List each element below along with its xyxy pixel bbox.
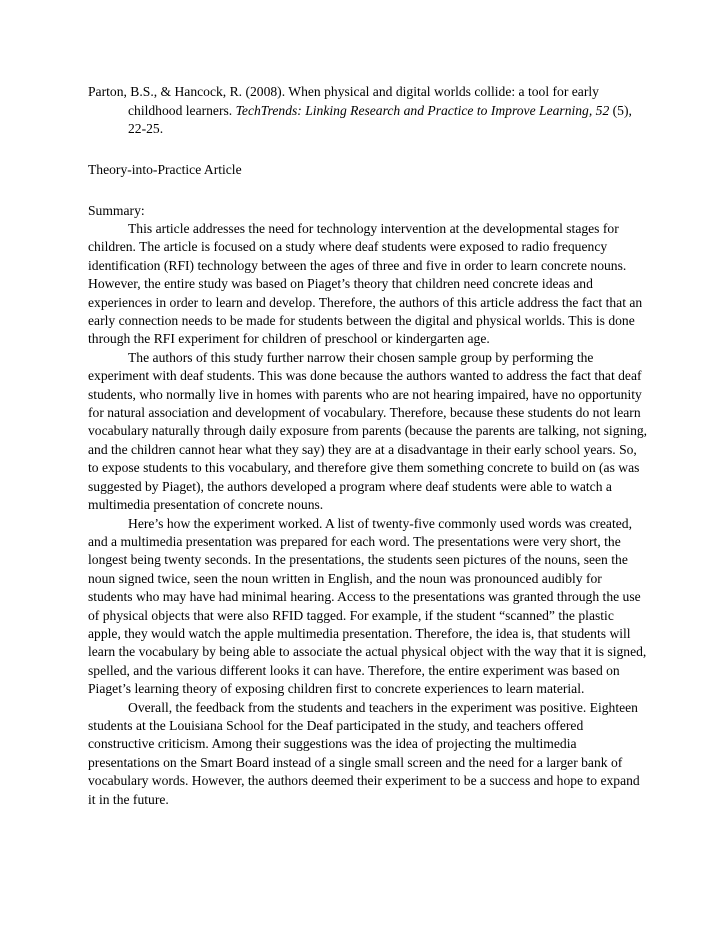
citation-journal: TechTrends: Linking Research and Practice to Improve Learning, 52 xyxy=(235,102,610,118)
summary-paragraph: The authors of this study further narrow their chosen sample group by performing the experiment with deaf students. This was done because the authors wanted to address the fact that deaf students, who normally live in homes with parents who are not hearing impaired, have no opportunity for natural association and development of vocabulary. Therefore, because these students do not learn vocabulary naturally through daily exposure from parents (because the parents are talking, not signing, and the children cannot hear what they say) they are at a disadvantage in their early school years. So, to expose students to this vocabulary, and therefore give them something concrete to build on (as was suggested by Piaget), the authors developed a program where deaf students were able to watch a multimedia presentation of concrete nouns. xyxy=(88,349,648,513)
article-type: Theory-into-Practice Article xyxy=(88,162,242,177)
citation xyxy=(88,83,648,139)
summary-paragraph: This article addresses the need for technology intervention at the developmental stages for children. The article is focused on a study where deaf students were exposed to radio frequency identification (RFI) technology between the ages of three and five in order to learn concrete nouns. However, the entire study was based on Piaget’s theory that children need concrete ideas and experiences in order to learn and develop. Therefore, the authors of this article address the fact that an early connection needs to be made for students between the digital and physical worlds. This is done through the RFI experiment for children of preschool or kindergarten age. xyxy=(88,221,643,347)
summary-paragraph: Here’s how the experiment worked. A list of twenty-five commonly used words was created, and a multimedia presentation was prepared for each word. The presentations were very short, the longest being twenty seconds. In the presentations, the students seen pictures of the nouns, seen the noun signed twice, seen the noun written in English, and the noun was pronounced audibly for students who may have had minimal hearing. Access to the presentations was granted through the use of physical objects that were also RFID tagged. For example, if the student “scanned” the plastic apple, they would watch the apple multimedia presentation. Therefore, the idea is, that students will learn the vocabulary by being able to associate the actual physical object with the way that it is signed, spelled, and the various different looks it can have. Therefore, the entire experiment was based on Piaget’s learning theory of exposing children first to concrete experiences to learn material. xyxy=(88,515,647,697)
summary-label: Summary: xyxy=(88,203,145,218)
citation-main: Parton, B.S., & Hancock, R. (2008). When physical and digital worlds collide: a tool for early childhood learners. xyxy=(88,84,599,118)
citation-issue-pages: (5), 22-25. xyxy=(128,102,632,137)
summary-body xyxy=(88,220,648,809)
summary-paragraph: Overall, the feedback from the students and teachers in the experiment was positive. Eighteen students at the Louisiana School for the Deaf participated in the study, and teachers offered constructive criticism. Among their suggestions was the idea of projecting the multimedia presentations on the Smart Board instead of a single small screen and the need for a larger bank of vocabulary words. However, the authors deemed their experiment to be a success and hope to expand it in the future. xyxy=(88,699,640,807)
